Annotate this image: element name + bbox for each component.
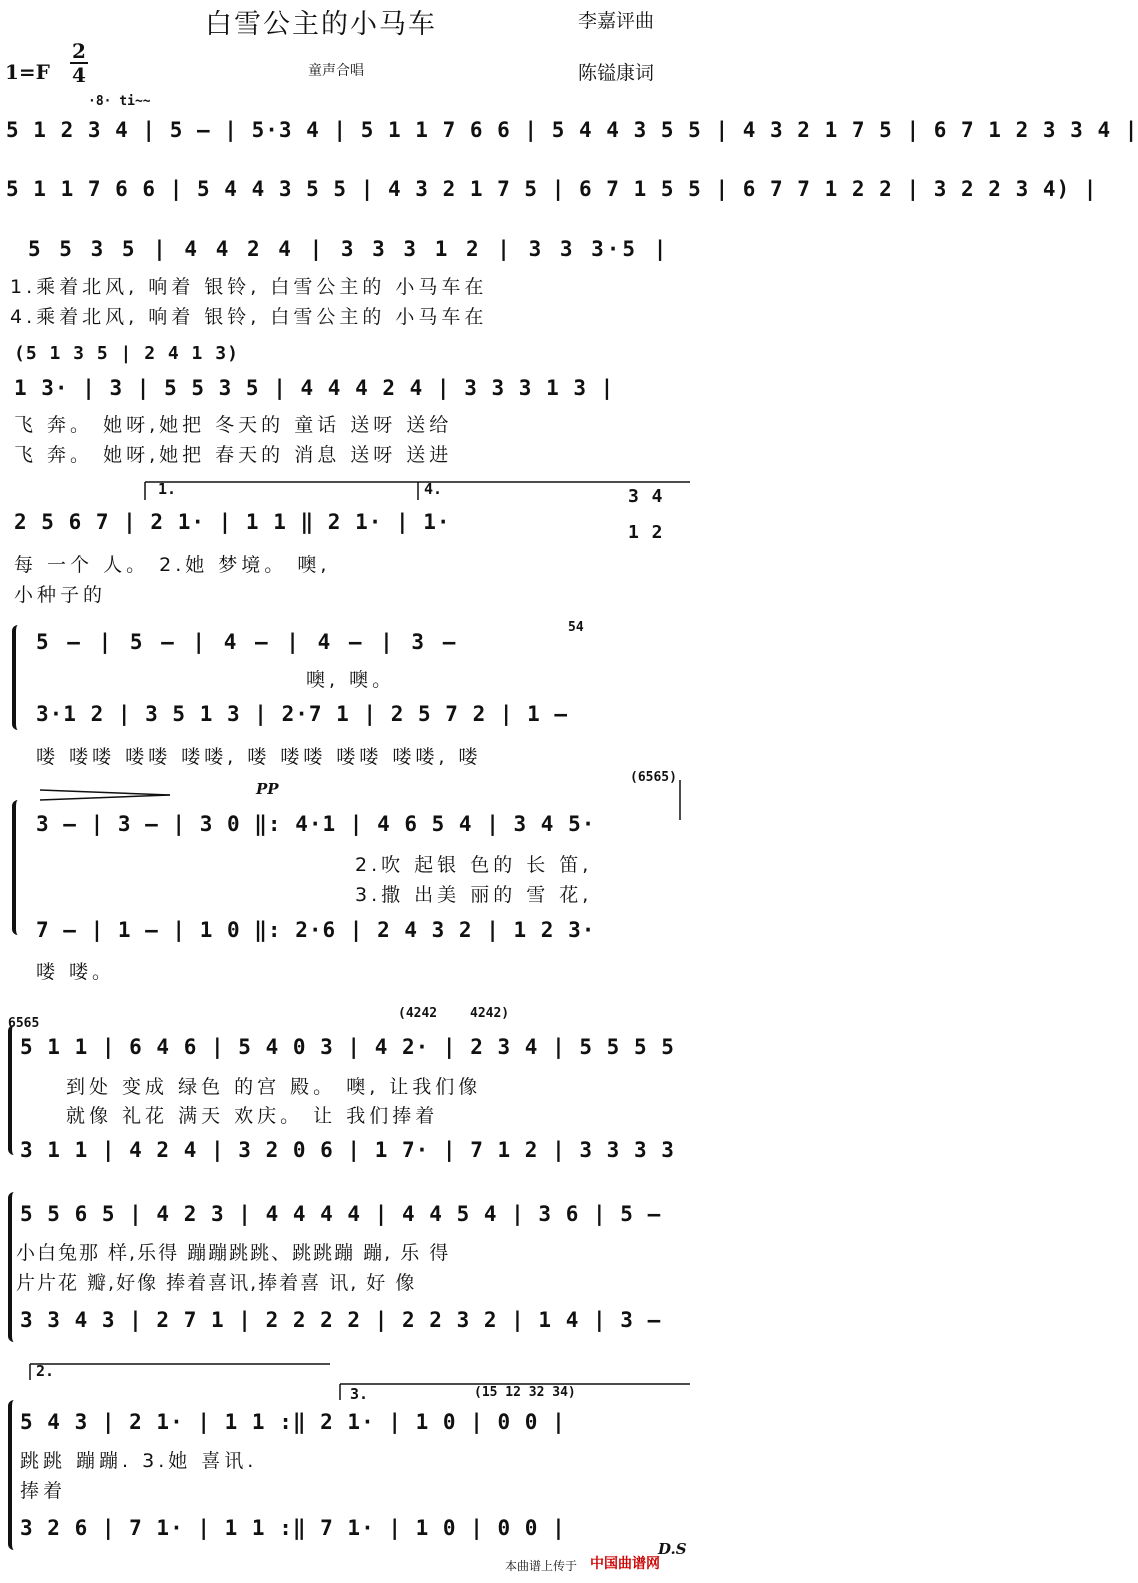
verse-1-lyric-b: 飞 奔。 她呀,她把 冬天的 童话 送呀 送给 xyxy=(14,414,453,436)
composer-credit: 李嘉评曲 xyxy=(578,10,655,32)
diminuendo-top xyxy=(40,790,170,795)
alt-notes-top: 3 4 xyxy=(628,486,664,507)
score-line-2: 5 1 1 7 6 6 | 5 4 4 3 5 5 | 4 3 2 1 7 5 | 6 7 1 5 5 | 6 7 7 1 2 2 | 3 2 2 3 4) | xyxy=(6,177,1098,201)
line-7-bottom-lyric: 喽 喽。 xyxy=(36,961,116,983)
volta-4: 4. xyxy=(424,480,443,498)
volta-1: 1. xyxy=(158,480,177,498)
verse-3-lyric-c: 片片花 瓣,好像 捧着喜讯,捧着喜 讯, 好 像 xyxy=(16,1272,417,1294)
line-6-bottom-lyric: 喽 喽喽 喽喽 喽喽, 喽 喽喽 喽喽 喽喽, 喽 xyxy=(36,746,482,768)
verse-2-lyric-a: 2.吹 起银 色的 长 笛, xyxy=(355,854,593,876)
diminuendo-bottom xyxy=(40,795,170,800)
score-line-5: 2 5 6 7 | 2 1· | 1 1 ‖ 2 1· | 1· xyxy=(14,510,451,534)
score-line-10-top: 5 4 3 | 2 1· | 1 1 :‖ 2 1· | 1 0 | 0 0 | xyxy=(20,1410,566,1434)
verse-2-lyric-d: 跳跳 蹦蹦. 3.她 喜讯. xyxy=(20,1450,258,1472)
score-line-6-top: 5 — | 5 — | 4 — | 4 — | 3 — xyxy=(36,630,459,654)
grace-note-5: 4242) xyxy=(470,1006,510,1021)
verse-1-lyric: 1.乘着北风, 响着 银铃, 白雪公主的 小马车在 xyxy=(10,276,488,298)
verse-3-lyric-d: 捧着 xyxy=(20,1480,67,1502)
verse-4-lyric-c: 小种子的 xyxy=(14,584,107,606)
grace-note-1: 54 xyxy=(568,620,584,635)
intro-bracket: (5 1 3 5 | 2 4 1 3) xyxy=(14,343,239,364)
grace-note-6: (15 12 32 34) xyxy=(474,1385,576,1400)
verse-3-lyric-a: 3.撒 出美 丽的 雪 花, xyxy=(355,884,593,906)
score-line-3: 5 5 3 5 | 4 4 2 4 | 3 3 3 1 2 | 3 3 3·5 | xyxy=(28,237,670,261)
score-line-7-top: 3 — | 3 — | 3 0 ‖: 4·1 | 4 6 5 4 | 3 4 5· xyxy=(36,812,596,836)
grace-note-4: (4242 xyxy=(398,1006,438,1021)
upload-note: 本曲谱上传于 xyxy=(505,1559,578,1573)
dynamic-pp: PP xyxy=(256,780,279,798)
volta-2: 2. xyxy=(36,1362,55,1380)
score-line-8-top: 5 1 1 | 6 4 6 | 5 4 0 3 | 4 2· | 2 3 4 | 5 5 5 5 xyxy=(20,1035,675,1059)
verse-4-lyric: 4.乘着北风, 响着 银铃, 白雪公主的 小马车在 xyxy=(10,306,488,328)
dal-segno-mark: D.S xyxy=(658,1540,687,1558)
grace-note-2: (6565) xyxy=(630,770,677,785)
score-line-7-bottom: 7 — | 1 — | 1 0 ‖: 2·6 | 2 4 3 2 | 1 2 3· xyxy=(36,918,596,942)
score-line-4: 1 3· | 3 | 5 5 3 5 | 4 4 4 2 4 | 3 3 3 1 3 | xyxy=(14,376,615,400)
score-line-1: 5 1 2 3 4 | 5 — | 5·3 4 | 5 1 1 7 6 6 | 5 4 4 3 5 5 | 4 3 2 1 7 5 | 6 7 1 2 3 3 4 | xyxy=(6,118,1138,142)
performance-form: 童声合唱 xyxy=(308,63,364,79)
score-line-9-top: 5 5 6 5 | 4 2 3 | 4 4 4 4 | 4 4 5 4 | 3 6 | 5 — xyxy=(20,1202,662,1226)
verse-2-lyric-c: 小白兔那 样,乐得 蹦蹦跳跳、跳跳蹦 蹦, 乐 得 xyxy=(16,1242,451,1264)
grace-note-3: 6565 xyxy=(8,1016,40,1031)
alt-notes-bottom: 1 2 xyxy=(628,522,664,543)
score-line-10-bottom: 3 2 6 | 7 1· | 1 1 :‖ 7 1· | 1 0 | 0 0 | xyxy=(20,1516,566,1540)
volta-3: 3. xyxy=(350,1385,369,1403)
score-line-9-bottom: 3 3 4 3 | 2 7 1 | 2 2 2 2 | 2 2 3 2 | 1 4 | 3 — xyxy=(20,1308,662,1332)
lyricist-credit: 陈镒康词 xyxy=(578,62,655,84)
site-logo: 中国曲谱网 xyxy=(590,1556,660,1572)
line-6-lyric: 噢, 噢。 xyxy=(306,669,396,691)
verse-1-lyric-c: 每 一个 人。 2.她 梦境。 噢, xyxy=(14,554,331,576)
key-signature: 1=F xyxy=(5,60,50,84)
verse-3-lyric-b: 就像 礼花 满天 欢庆。 让 我们捧着 xyxy=(66,1105,439,1127)
score-line-8-bottom: 3 1 1 | 4 2 4 | 3 2 0 6 | 1 7· | 7 1 2 | 3 3 3 3 xyxy=(20,1138,675,1162)
verse-2-lyric-b: 到处 变成 绿色 的宫 殿。 噢, 让我们像 xyxy=(66,1076,482,1098)
score-line-6-bottom: 3·1 2 | 3 5 1 3 | 2·7 1 | 2 5 7 2 | 1 — xyxy=(36,702,569,726)
page-title: 白雪公主的小马车 xyxy=(205,9,437,40)
segno-mark: ·8· ti~~ xyxy=(88,94,151,109)
time-top: 2 xyxy=(72,39,86,63)
time-bottom: 4 xyxy=(72,63,86,87)
verse-4-lyric-b: 飞 奔。 她呀,她把 春天的 消息 送呀 送进 xyxy=(14,444,453,466)
